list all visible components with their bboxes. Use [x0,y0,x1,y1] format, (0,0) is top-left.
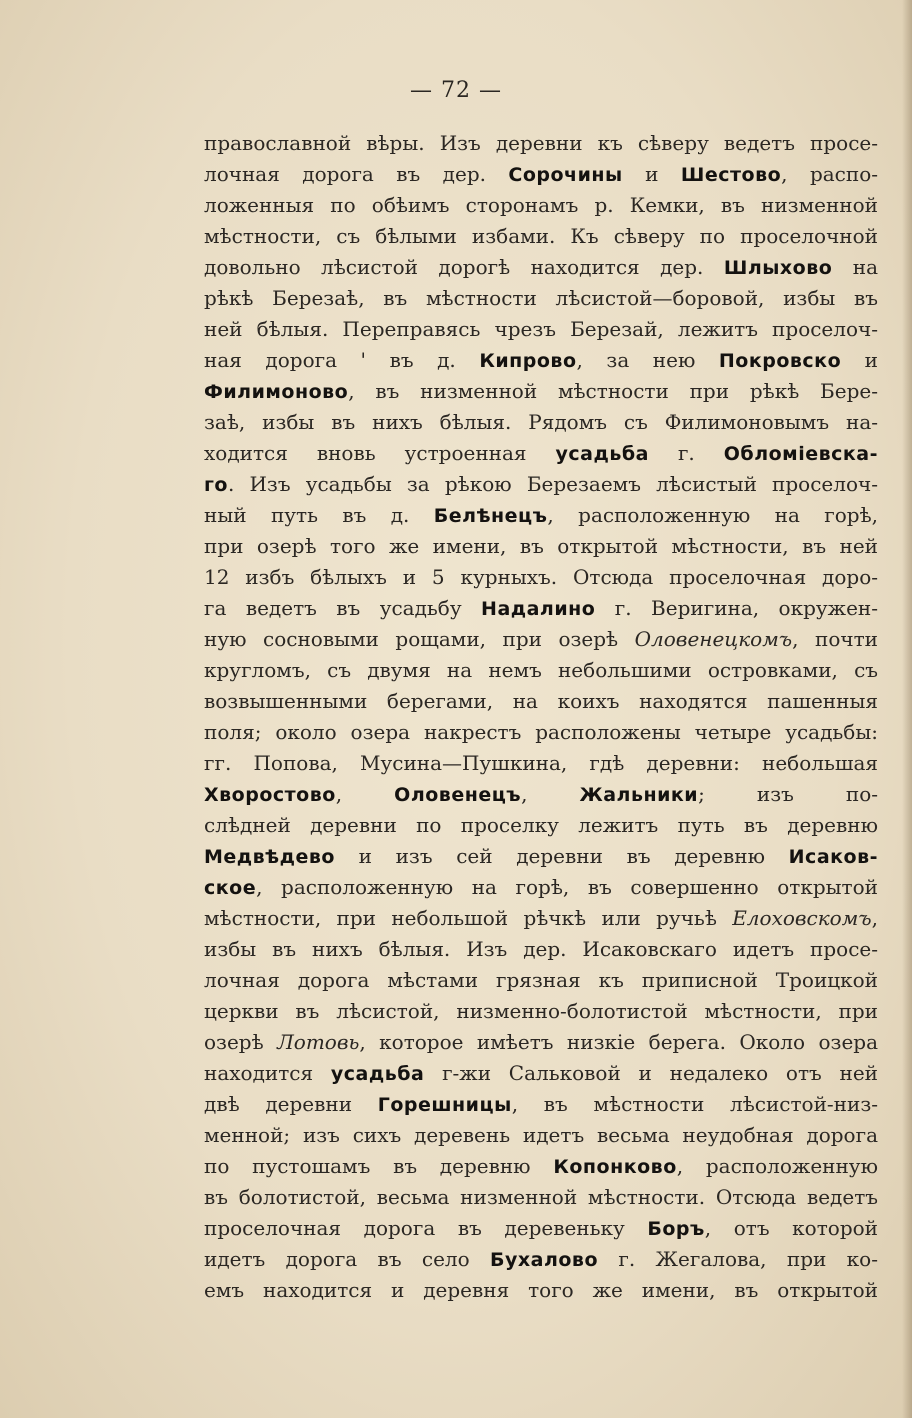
text-line [204,810,878,841]
text-run: находится [204,1061,331,1085]
text-run: г-жи Сальковой и недалеко отъ ней [424,1061,878,1085]
text-run: . Изъ усадьбы за рѣкою Березаемъ лѣсистый проселоч- [227,472,878,496]
text-run: церкви въ лѣсистой, низменно-болотистой мѣстности, при [204,999,878,1023]
place-name: ское [204,877,257,899]
text-run: , расположенную [676,1154,878,1178]
text-line [204,1027,878,1058]
text-run: и изъ сей деревни въ деревню [334,844,789,868]
text-run: довольно лѣсистой дорогѣ находится дер. [204,255,724,279]
text-line [204,562,878,593]
text-line [204,314,878,345]
text-run: ная дорога ' въ д. [204,348,480,372]
text-run: мѣстности, при небольшой рѣчкѣ или ручьѣ [204,906,733,930]
place-name: го [204,474,228,496]
text-run: га ведетъ въ усадьбу [204,596,482,620]
text-line [204,407,878,438]
text-run: г. Жегалова, при ко- [598,1247,878,1271]
place-name: Кипрово [479,350,577,372]
text-run: , расположенную на горѣ, въ совершенно открытой [256,875,878,899]
text-line [204,1244,878,1275]
place-name: Филимоново [204,381,349,403]
page-edge-shadow [902,0,912,1418]
text-line [204,686,878,717]
text-run: г. Веригина, окружен- [595,596,878,620]
text-line [204,159,878,190]
place-name: усадьба [555,443,649,465]
text-line [204,903,878,934]
text-run: , [521,782,580,806]
text-run: проселочная дорога въ деревеньку [204,1216,648,1240]
text-line [204,779,878,810]
text-line [204,531,878,562]
text-run: , почти [792,627,878,651]
place-name: Белѣнецъ [433,505,548,527]
text-run: , расположенную на горѣ, [547,503,878,527]
text-line [204,438,878,469]
text-line [204,996,878,1027]
text-run: и [841,348,878,372]
text-run: возвышенными берегами, на коихъ находятся пашенныя [204,689,878,713]
place-name: Обломіевска- [723,443,878,465]
text-run: православной вѣры. Изъ деревни къ сѣверу ведетъ просе- [204,131,878,155]
italic-name: Лотовь [277,1030,360,1054]
text-line [204,965,878,996]
text-run: ную сосновыми рощами, при озерѣ [204,627,635,651]
place-name: Бухалово [490,1249,599,1271]
text-line [204,1213,878,1244]
place-name: Горешницы [377,1094,512,1116]
text-line [204,934,878,965]
text-run: кругломъ, съ двумя на немъ небольшими островками, съ [204,658,878,682]
text-run: избы въ нихъ бѣлыя. Изъ дер. Исаковскаго идетъ просе- [204,937,878,961]
place-name: Жальники [579,784,699,806]
text-run: , [871,906,878,930]
text-run: при озерѣ того же имени, въ открытой мѣстности, въ ней [204,534,878,558]
text-run: гг. Попова, Мусина—Пушкина, гдѣ деревни: небольшая [204,751,878,775]
text-run: г. [648,441,724,465]
text-run: на [832,255,878,279]
text-line [204,1089,878,1120]
text-run: двѣ деревни [204,1092,378,1116]
text-run: озерѣ [204,1030,278,1054]
text-run: лочная дорога мѣстами грязная къ приписной Троицкой [204,968,878,992]
place-name: Медвѣдево [204,846,335,868]
text-run: , распо- [781,162,878,186]
text-line [204,1275,878,1306]
text-line [204,221,878,252]
text-run: ложенныя по обѣимъ сторонамъ р. Кемки, въ низменной [204,193,878,217]
text-run: ходится вновь устроенная [204,441,556,465]
text-line [204,252,878,283]
text-run: , за нею [576,348,719,372]
text-line [204,190,878,221]
text-line [204,655,878,686]
text-run: , въ низменной мѣстности при рѣкѣ Бере- [348,379,878,403]
text-line [204,500,878,531]
text-line [204,624,878,655]
page-number: — 72 — [410,78,502,103]
text-line [204,345,878,376]
place-name: Шлыхово [723,257,833,279]
text-run: рѣкѣ Березаѣ, въ мѣстности лѣсистой—боровой, избы въ [204,286,878,310]
text-line [204,469,878,500]
place-name: Оловенецъ [394,784,522,806]
text-line [204,1120,878,1151]
text-line [204,748,878,779]
place-name: Копонково [553,1156,677,1178]
text-run: и [622,162,681,186]
italic-name: Оловенецкомъ [634,627,793,651]
text-line [204,283,878,314]
place-name: Сорочины [508,164,623,186]
text-line [204,872,878,903]
place-name: Боръ [647,1218,705,1240]
text-line [204,1151,878,1182]
text-run: , отъ которой [704,1216,878,1240]
text-run: слѣдней деревни по проселку лежитъ путь въ деревню [204,813,878,837]
text-run: , которое имѣетъ низкіе берега. Около озера [359,1030,878,1054]
text-line [204,841,878,872]
place-name: Покровско [718,350,842,372]
text-run: емъ находится и деревня того же имени, въ открытой [204,1278,878,1302]
place-name: Исаков- [788,846,878,868]
text-run: заѣ, избы въ нихъ бѣлыя. Рядомъ съ Филимоновымъ на- [204,410,878,434]
text-run: , [335,782,395,806]
text-line [204,717,878,748]
body-text [204,128,878,1306]
place-name: Шестово [680,164,782,186]
place-name: Хворостово [204,784,336,806]
text-line [204,376,878,407]
text-run: поля; около озера накрестъ расположены четыре усадьбы: [204,720,878,744]
text-line [204,128,878,159]
text-run: по пустошамъ въ деревню [204,1154,554,1178]
text-run: ный путь въ д. [204,503,434,527]
text-run: , въ мѣстности лѣсистой-низ- [511,1092,878,1116]
text-run: въ болотистой, весьма низменной мѣстности. Отсюда ведетъ [204,1185,878,1209]
text-run: мѣстности, съ бѣлыми избами. Къ сѣверу по проселочной [204,224,878,248]
italic-name: Елоховскомъ [732,906,872,930]
text-run: идетъ дорога въ село [204,1247,491,1271]
text-run: ; изъ по- [698,782,878,806]
text-line [204,1182,878,1213]
place-name: усадьба [330,1063,425,1085]
text-run: лочная дорога въ дер. [204,162,509,186]
text-run: ней бѣлыя. Переправясь чрезъ Березай, лежитъ проселоч- [204,317,878,341]
text-line [204,1058,878,1089]
text-run: менной; изъ сихъ деревень идетъ весьма неудобная дорога [204,1123,878,1147]
text-run: 12 избъ бѣлыхъ и 5 курныхъ. Отсюда проселочная доро- [204,565,878,589]
place-name: Надалино [481,598,596,620]
text-line [204,593,878,624]
